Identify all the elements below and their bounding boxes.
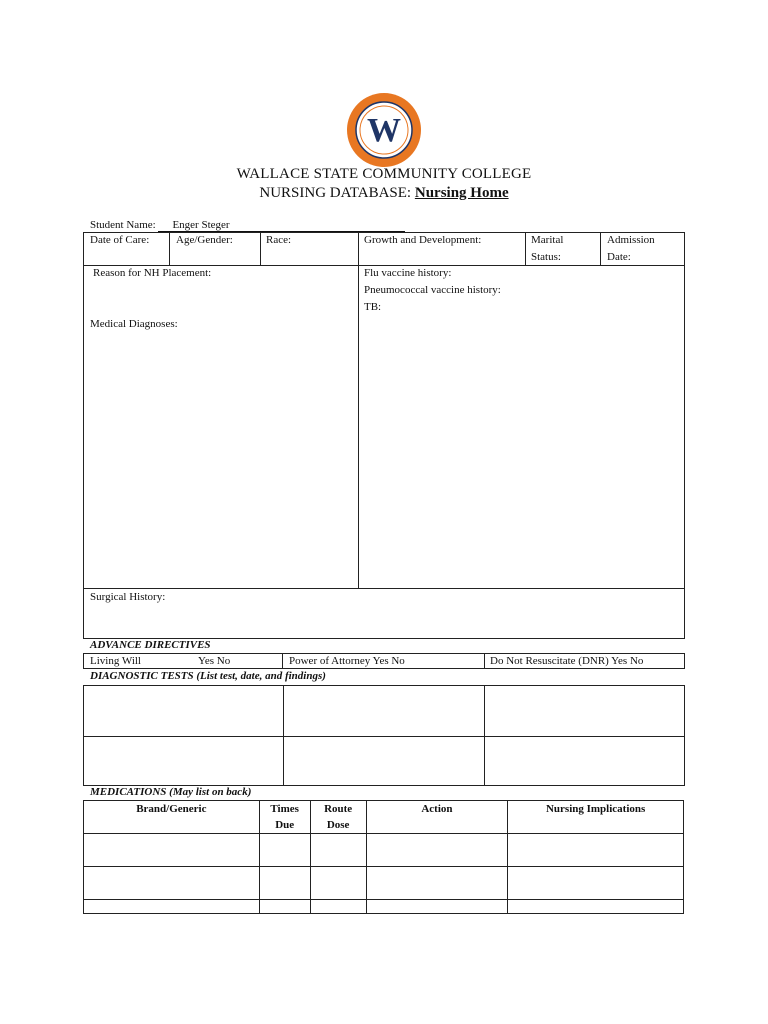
grid-divider	[484, 653, 485, 669]
admission-date-field[interactable]	[607, 233, 655, 265]
admission-label-line1: Admission	[607, 234, 655, 246]
college-title: WALLACE STATE COMMUNITY COLLEGE	[236, 166, 532, 182]
med-cell[interactable]	[366, 867, 508, 900]
med-cell[interactable]	[310, 900, 366, 914]
power-of-attorney-yes-no[interactable]: Power of Attorney Yes No	[289, 655, 405, 667]
col-times-due: Times Due	[259, 801, 310, 834]
student-name-label: Student Name:	[90, 219, 156, 231]
diagnostic-cell[interactable]	[485, 686, 684, 735]
med-cell[interactable]	[84, 900, 260, 914]
medications-heading: MEDICATIONS (May list on back)	[90, 786, 252, 798]
student-name-row	[90, 218, 405, 233]
med-cell[interactable]	[366, 900, 508, 914]
database-prefix: NURSING DATABASE:	[259, 185, 412, 201]
grid-divider	[600, 232, 601, 265]
pneumococcal-vaccine-field[interactable]: Pneumococcal vaccine history:	[364, 284, 501, 296]
diagnostic-cell[interactable]	[84, 686, 282, 735]
col-nursing-implications: Nursing Implications	[508, 801, 684, 834]
med-cell[interactable]	[259, 867, 310, 900]
race-field[interactable]: Race:	[266, 234, 292, 246]
database-type: Nursing Home	[414, 185, 509, 201]
marital-label-line2: Status:	[531, 251, 561, 263]
medications-header-row	[84, 801, 684, 834]
medications-table	[83, 800, 684, 914]
tb-field[interactable]: TB:	[364, 301, 382, 313]
med-cell[interactable]	[310, 867, 366, 900]
student-name-field[interactable]: Enger Steger	[158, 219, 405, 232]
diagnostic-cell[interactable]	[485, 737, 684, 785]
table-row	[84, 834, 684, 867]
med-cell[interactable]	[508, 834, 684, 867]
living-will-yes-no[interactable]: Yes No	[198, 655, 231, 667]
advance-directives-heading: ADVANCE DIRECTIVES	[90, 639, 211, 651]
diagnostic-cell[interactable]	[284, 686, 483, 735]
med-cell[interactable]	[508, 900, 684, 914]
grid-divider	[282, 653, 283, 669]
grid-divider	[169, 232, 170, 265]
grid-divider	[260, 232, 261, 265]
living-will-label: Living Will	[90, 655, 141, 667]
surgical-history-field[interactable]: Surgical History:	[90, 591, 166, 603]
medical-diagnoses-field[interactable]: Medical Diagnoses:	[90, 318, 178, 330]
grid-divider	[525, 232, 526, 265]
med-cell[interactable]	[310, 834, 366, 867]
marital-label-line1: Marital	[531, 234, 564, 246]
age-gender-field[interactable]: Age/Gender:	[176, 234, 233, 246]
dnr-yes-no[interactable]: Do Not Resuscitate (DNR) Yes No	[490, 655, 644, 667]
admission-label-line2: Date:	[607, 251, 631, 263]
grid-divider	[83, 588, 685, 589]
med-cell[interactable]	[259, 834, 310, 867]
date-of-care-field[interactable]: Date of Care:	[90, 234, 150, 246]
logo-letter: W	[367, 112, 401, 149]
college-logo	[346, 92, 422, 168]
diagnostic-cell[interactable]	[284, 737, 483, 785]
table-row	[84, 867, 684, 900]
med-cell[interactable]	[508, 867, 684, 900]
grid-divider	[358, 232, 359, 588]
flu-vaccine-field[interactable]: Flu vaccine history:	[364, 267, 452, 279]
diagnostic-tests-heading: DIAGNOSTIC TESTS (List test, date, and findings)	[90, 670, 326, 682]
med-cell[interactable]	[366, 834, 508, 867]
table-row	[84, 900, 684, 914]
col-brand-generic: Brand/Generic	[84, 801, 260, 834]
database-title	[0, 185, 768, 202]
diagnostic-cell[interactable]	[84, 737, 282, 785]
nh-placement-reason-field[interactable]: Reason for NH Placement:	[93, 267, 212, 279]
col-route-dose: Route Dose	[310, 801, 366, 834]
med-cell[interactable]	[259, 900, 310, 914]
growth-development-field[interactable]: Growth and Development:	[364, 234, 482, 246]
med-cell[interactable]	[84, 867, 260, 900]
col-action: Action	[366, 801, 508, 834]
med-cell[interactable]	[84, 834, 260, 867]
marital-status-field[interactable]	[531, 233, 563, 265]
